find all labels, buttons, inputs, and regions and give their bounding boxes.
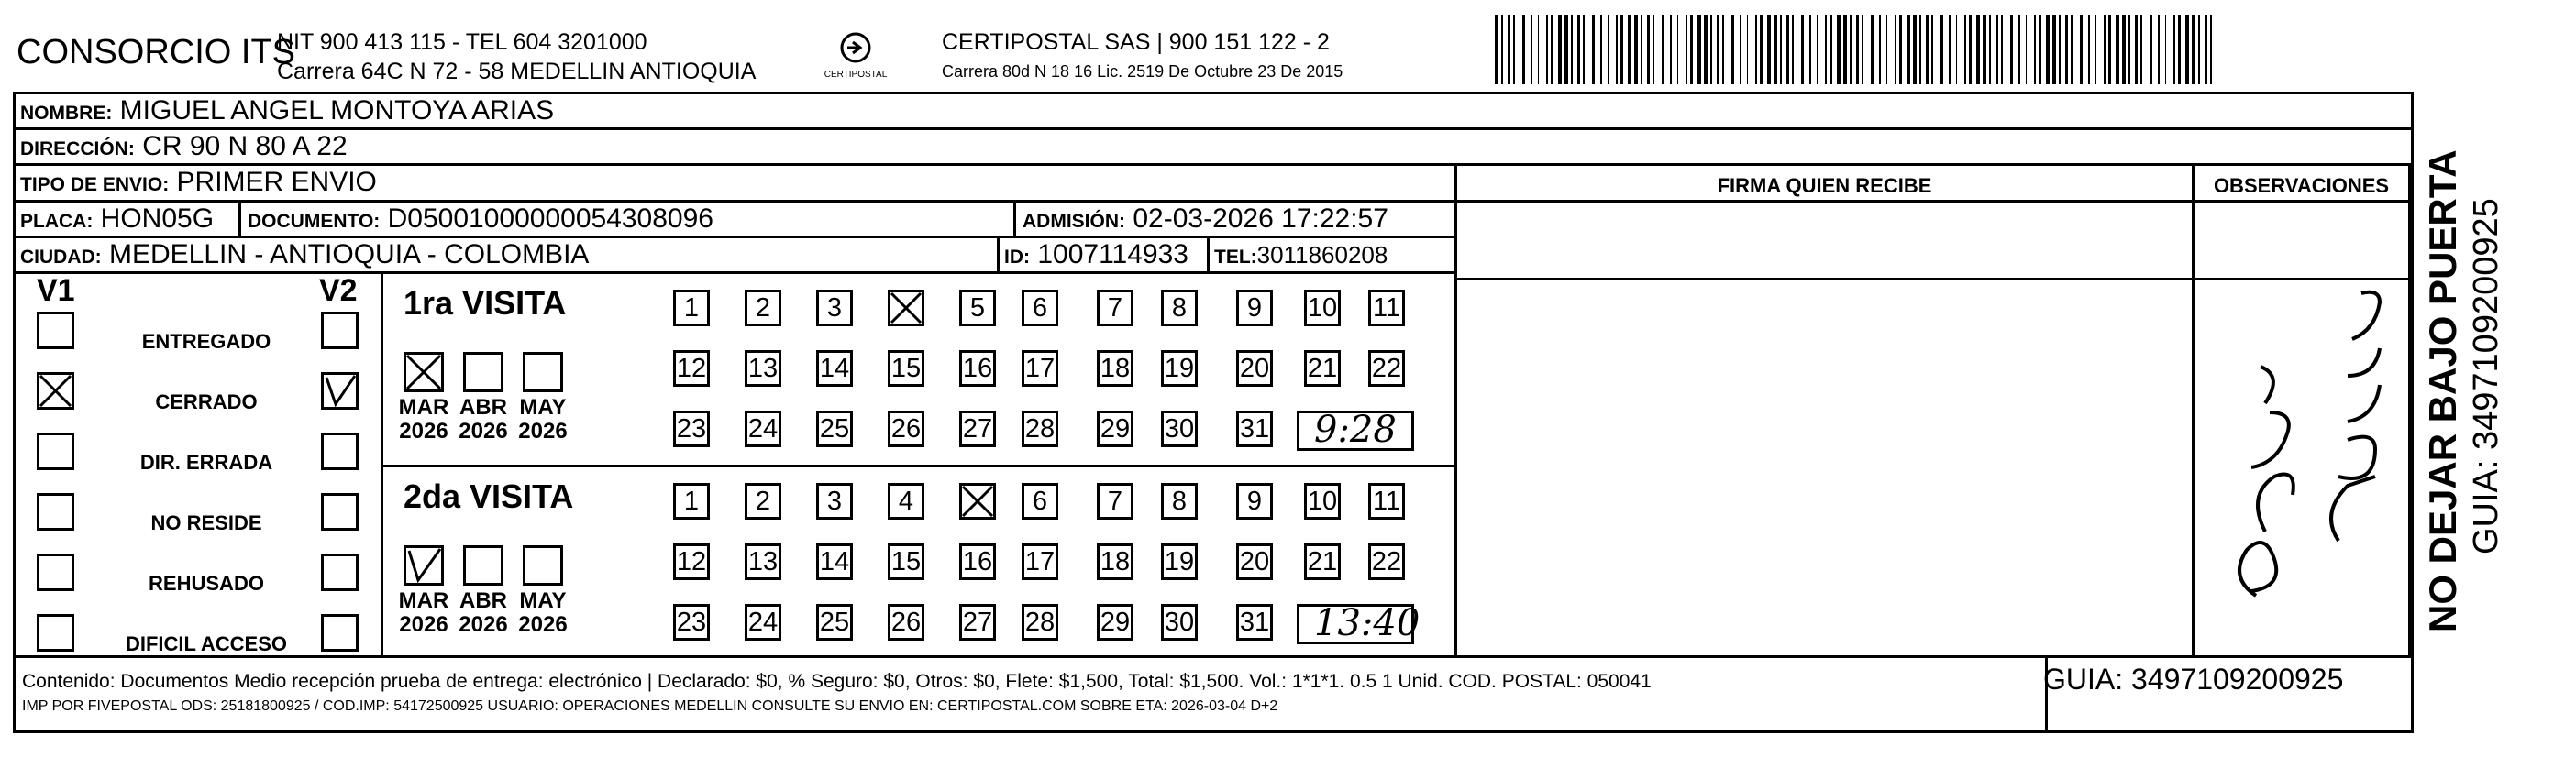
day-box[interactable]: 14 — [816, 350, 853, 387]
day-box[interactable]: 31 — [1236, 604, 1273, 641]
barcode-bar — [1571, 15, 1573, 84]
barcode-bar — [1850, 15, 1852, 84]
barcode-bar — [1856, 15, 1859, 84]
nombre-value: MIGUEL ANGEL MONTOYA ARIAS — [119, 95, 555, 126]
barcode-bar — [1731, 15, 1734, 84]
barcode-bar — [2001, 15, 2003, 84]
tipo-row — [20, 167, 377, 201]
barcode-bar — [1949, 15, 1951, 84]
barcode-bar — [1907, 15, 1910, 84]
direccion-row — [20, 131, 348, 165]
ciudad-label: CIUDAD: — [20, 247, 102, 268]
day-box[interactable]: 26 — [888, 604, 924, 641]
status-label: CERRADO — [155, 390, 258, 413]
v1-checkbox[interactable] — [37, 433, 74, 470]
footer-divider — [13, 655, 2414, 658]
v2-checkbox[interactable] — [321, 433, 359, 470]
barcode-bar — [2198, 15, 2200, 84]
month-label: MAR — [398, 588, 449, 613]
barcode-bar — [1697, 15, 1701, 84]
day-box[interactable]: 8 — [1161, 483, 1198, 520]
year-label: 2026 — [518, 419, 568, 444]
barcode-bar — [1809, 15, 1811, 84]
day-box[interactable]: 21 — [1304, 543, 1341, 580]
barcode-bar — [1558, 15, 1562, 84]
barcode-bar — [1956, 15, 1957, 84]
barcode-bar — [1634, 15, 1638, 84]
ciudad-cell — [20, 239, 589, 273]
day-box[interactable]: 19 — [1161, 543, 1198, 580]
month-checkbox[interactable] — [463, 545, 503, 586]
barcode-bar — [1710, 15, 1712, 84]
documento-cell — [248, 203, 713, 237]
barcode-bar — [1792, 15, 1794, 84]
year-label: 2026 — [518, 612, 568, 637]
barcode-bar — [2108, 15, 2111, 84]
day-box[interactable]: 19 — [1161, 350, 1198, 387]
barcode-bar — [1817, 15, 1818, 84]
barcode-bar — [1871, 15, 1874, 84]
year-label: 2026 — [459, 612, 508, 637]
tipo-value: PRIMER ENVIO — [176, 167, 377, 197]
day-box[interactable]: 18 — [1097, 543, 1133, 580]
barcode-bar — [1767, 15, 1771, 84]
day-box[interactable]: 23 — [673, 411, 710, 447]
barcode-bar — [2135, 15, 2138, 84]
day-box[interactable]: 1 — [673, 290, 710, 326]
barcode-bar — [1862, 15, 1863, 84]
direccion-label: DIRECCIÓN: — [20, 138, 135, 159]
day-box[interactable]: 22 — [1368, 350, 1405, 387]
barcode — [1495, 15, 2228, 84]
documento-label: DOCUMENTO: — [248, 211, 381, 232]
certipostal-logo — [814, 31, 897, 82]
month-label: ABR — [459, 588, 507, 613]
cell-divider — [1013, 200, 1016, 236]
day-box[interactable]: 14 — [816, 543, 853, 580]
barcode-bar — [1531, 15, 1532, 84]
cell-divider — [997, 236, 1000, 271]
observaciones-header: OBSERVACIONES — [2213, 174, 2390, 197]
observaciones-handwriting — [2201, 238, 2403, 642]
admision-label: ADMISIÓN: — [1023, 211, 1125, 232]
barcode-bar — [2116, 15, 2119, 84]
month-checkbox[interactable] — [523, 352, 563, 392]
handwritten-time: 13:40 — [1314, 602, 1421, 644]
col-divider — [2408, 163, 2411, 656]
day-box[interactable] — [888, 290, 924, 326]
barcode-bar — [2158, 15, 2160, 84]
day-box[interactable]: 26 — [888, 411, 924, 447]
barcode-bar — [2088, 15, 2090, 84]
company-info — [277, 27, 756, 86]
barcode-bar — [2185, 15, 2189, 84]
day-box[interactable]: 15 — [888, 543, 924, 580]
v2-label: V2 — [319, 273, 358, 308]
day-box[interactable]: 12 — [673, 543, 710, 580]
admision-cell — [1023, 203, 1388, 237]
barcode-bar — [2122, 15, 2126, 84]
barcode-bar — [2026, 15, 2027, 84]
month-checkbox[interactable] — [404, 545, 444, 586]
day-box[interactable]: 13 — [745, 350, 781, 387]
day-box[interactable]: 24 — [745, 604, 781, 641]
side-guia: GUIA: 3497109200925 — [2467, 198, 2505, 554]
placa-cell — [20, 203, 214, 237]
svg-text:CERTIPOSTAL: CERTIPOSTAL — [824, 70, 888, 80]
day-box[interactable]: 6 — [1022, 483, 1058, 520]
day-box[interactable]: 27 — [959, 411, 996, 447]
status-label: ENTREGADO — [141, 330, 271, 353]
barcode-bar — [1774, 15, 1777, 84]
barcode-bar — [1522, 15, 1525, 84]
barcode-bar — [2128, 15, 2130, 84]
certipostal-info — [942, 27, 1343, 86]
day-box[interactable]: 16 — [959, 543, 996, 580]
day-box[interactable]: 22 — [1368, 543, 1405, 580]
barcode-bar — [1976, 15, 1980, 84]
day-box[interactable]: 30 — [1161, 411, 1198, 447]
day-box[interactable]: 17 — [1022, 543, 1058, 580]
day-box[interactable]: 15 — [888, 350, 924, 387]
barcode-bar — [1600, 15, 1602, 84]
day-box[interactable]: 28 — [1022, 604, 1058, 641]
barcode-bar — [1996, 15, 1998, 84]
day-box[interactable]: 31 — [1236, 411, 1273, 447]
day-box[interactable]: 5 — [959, 290, 996, 326]
day-box[interactable]: 11 — [1368, 483, 1405, 520]
barcode-bar — [2010, 15, 2013, 84]
barcode-bar — [1577, 15, 1580, 84]
time-box[interactable] — [1297, 602, 1421, 644]
month-checkbox[interactable] — [463, 352, 503, 392]
month-label: MAY — [519, 588, 567, 613]
placa-label: PLACA: — [20, 211, 94, 232]
signature-area[interactable] — [1457, 280, 2192, 655]
tel-label: TEL: — [1214, 247, 1257, 268]
year-label: 2026 — [399, 612, 448, 637]
barcode-bar — [1686, 15, 1687, 84]
barcode-bar — [1722, 15, 1724, 84]
day-box[interactable]: 11 — [1368, 290, 1405, 326]
tipo-label: TIPO DE ENVIO: — [20, 174, 170, 195]
barcode-bar — [1564, 15, 1568, 84]
barcode-bar — [1616, 15, 1618, 84]
barcode-bar — [1940, 15, 1943, 84]
day-box[interactable]: 4 — [888, 483, 924, 520]
day-box[interactable]: 27 — [959, 604, 996, 641]
barcode-bar — [1747, 15, 1748, 84]
barcode-bar — [1513, 15, 1515, 84]
barcode-bar — [2039, 15, 2041, 84]
barcode-bar — [2018, 15, 2020, 84]
barcode-bar — [1780, 15, 1782, 84]
visit-divider — [381, 465, 1455, 467]
time-box[interactable] — [1297, 411, 1414, 451]
day-box[interactable]: 28 — [1022, 411, 1058, 447]
day-box[interactable]: 2 — [745, 290, 781, 326]
v1-checkbox[interactable] — [37, 554, 74, 591]
day-box[interactable]: 9 — [1236, 290, 1273, 326]
day-box[interactable]: 29 — [1097, 411, 1133, 447]
barcode-bar — [2059, 15, 2061, 84]
barcode-bar — [1926, 15, 1929, 84]
firma-header: FIRMA QUIEN RECIBE — [1717, 174, 1932, 197]
barcode-bar — [1670, 15, 1672, 84]
barcode-bar — [2140, 15, 2142, 84]
day-box[interactable]: 16 — [959, 350, 996, 387]
barcode-bar — [1551, 15, 1553, 84]
certipostal-line1: CERTIPOSTAL SAS | 900 151 122 - 2 — [942, 29, 1330, 55]
barcode-bar — [2165, 15, 2166, 84]
day-box[interactable]: 7 — [1097, 290, 1133, 326]
day-box[interactable]: 10 — [1304, 290, 1341, 326]
v2-checkbox[interactable] — [321, 554, 359, 591]
day-box[interactable]: 23 — [673, 604, 710, 641]
day-box[interactable]: 24 — [745, 411, 781, 447]
day-box[interactable]: 3 — [816, 290, 853, 326]
day-box[interactable]: 29 — [1097, 604, 1133, 641]
barcode-bar — [1508, 15, 1510, 84]
barcode-bar — [2071, 15, 2073, 84]
barcode-bar — [1662, 15, 1664, 84]
barcode-bar — [1969, 15, 1972, 84]
month-checkbox[interactable] — [523, 545, 563, 586]
barcode-bar — [1801, 15, 1804, 84]
barcode-bar — [1641, 15, 1642, 84]
v2-checkbox[interactable] — [321, 372, 359, 410]
v1-checkbox[interactable] — [37, 372, 74, 410]
placa-value: HON05G — [100, 203, 215, 234]
barcode-bar — [1546, 15, 1548, 84]
handwritten-time: 9:28 — [1314, 409, 1397, 451]
barcode-bar — [1899, 15, 1902, 84]
barcode-bar — [1786, 15, 1789, 84]
barcode-bar — [2178, 15, 2181, 84]
id-label: ID: — [1004, 247, 1030, 268]
address-line: Carrera 64C N 72 - 58 MEDELLIN ANTIOQUIA — [277, 59, 757, 84]
barcode-bar — [2080, 15, 2083, 84]
certipostal-line2: Carrera 80d N 18 16 Lic. 2519 De Octubre 23 De 2015 — [942, 62, 1343, 81]
status-label: DIFICIL ACCESO — [125, 632, 287, 655]
company-name: CONSORCIO ITS — [17, 33, 296, 71]
day-box[interactable]: 20 — [1236, 350, 1273, 387]
v1-checkbox[interactable] — [37, 312, 74, 349]
barcode-bar — [2065, 15, 2068, 84]
side-warning: NO DEJAR BAJO PUERTA — [2421, 149, 2464, 632]
status-label: DIR. ERRADA — [139, 451, 273, 474]
barcode-bar — [1653, 15, 1654, 84]
barcode-bar — [1501, 15, 1503, 84]
day-box[interactable]: 30 — [1161, 604, 1198, 641]
nombre-label: NOMBRE: — [20, 103, 113, 124]
visit-title: 2da VISITA — [404, 477, 574, 515]
barcode-bar — [1583, 15, 1585, 84]
status-label: NO RESIDE — [150, 511, 262, 534]
barcode-bar — [1837, 15, 1841, 84]
month-label: MAR — [398, 395, 449, 420]
barcode-bar — [2104, 15, 2106, 84]
v1-checkbox[interactable] — [37, 493, 74, 531]
day-box[interactable]: 6 — [1022, 290, 1058, 326]
day-box[interactable]: 17 — [1022, 350, 1058, 387]
barcode-bar — [1755, 15, 1757, 84]
barcode-bar — [2150, 15, 2152, 84]
barcode-bar — [1628, 15, 1631, 84]
barcode-bar — [1895, 15, 1896, 84]
barcode-bar — [2192, 15, 2195, 84]
day-box[interactable]: 13 — [745, 543, 781, 580]
barcode-bar — [2095, 15, 2096, 84]
month-label: MAY — [519, 395, 567, 420]
day-box[interactable]: 18 — [1097, 350, 1133, 387]
v2-checkbox[interactable] — [321, 312, 359, 349]
day-box[interactable]: 8 — [1161, 290, 1198, 326]
barcode-bar — [2173, 15, 2175, 84]
barcode-bar — [1825, 15, 1827, 84]
footer-guia: GUIA: 3497109200925 — [2043, 663, 2344, 696]
year-label: 2026 — [459, 419, 508, 444]
visit-title: 1ra VISITA — [404, 284, 567, 322]
v2-checkbox[interactable] — [321, 614, 359, 652]
month-label: ABR — [459, 395, 507, 420]
day-box[interactable]: 21 — [1304, 350, 1341, 387]
barcode-bar — [1620, 15, 1623, 84]
barcode-bar — [1704, 15, 1708, 84]
day-box[interactable]: 12 — [673, 350, 710, 387]
barcode-bar — [2205, 15, 2207, 84]
day-box[interactable]: 3 — [816, 483, 853, 520]
barcode-bar — [1913, 15, 1917, 84]
barcode-bar — [1538, 15, 1539, 84]
id-value: 1007114933 — [1037, 239, 1188, 269]
barcode-bar — [1843, 15, 1847, 84]
day-box[interactable]: 7 — [1097, 483, 1133, 520]
barcode-bar — [1964, 15, 1966, 84]
panel-divider — [381, 271, 383, 656]
cell-divider — [1207, 236, 1210, 271]
id-cell — [1004, 239, 1188, 273]
ciudad-value: MEDELLIN - ANTIOQUIA - COLOMBIA — [109, 239, 590, 269]
barcode-bar — [1608, 15, 1609, 84]
status-label: REHUSADO — [149, 572, 264, 595]
col-divider — [2192, 163, 2195, 656]
barcode-bar — [1495, 15, 1498, 84]
year-label: 2026 — [399, 419, 448, 444]
barcode-bar — [1690, 15, 1693, 84]
barcode-bar — [1830, 15, 1832, 84]
barcode-bar — [1983, 15, 1986, 84]
barcode-bar — [1760, 15, 1763, 84]
barcode-bar — [1919, 15, 1921, 84]
cell-divider — [238, 200, 241, 236]
admision-value: 02-03-2026 17:22:57 — [1133, 203, 1388, 234]
day-box[interactable]: 10 — [1304, 483, 1341, 520]
barcode-bar — [2052, 15, 2056, 84]
v1-label: V1 — [37, 273, 75, 308]
nit-line: NIT 900 413 115 - TEL 604 3201000 — [277, 29, 647, 55]
month-checkbox[interactable] — [404, 352, 444, 392]
barcode-bar — [1886, 15, 1887, 84]
day-box[interactable]: 2 — [745, 483, 781, 520]
barcode-bar — [1677, 15, 1678, 84]
v1-checkbox[interactable] — [37, 614, 74, 652]
barcode-bar — [1717, 15, 1719, 84]
barcode-bar — [2046, 15, 2050, 84]
barcode-bar — [1592, 15, 1595, 84]
tel-cell — [1214, 239, 1388, 273]
day-box[interactable]: 25 — [816, 411, 853, 447]
footer-content-line: Contenido: Documentos Medio recepción prueba de entrega: electrónico | Declarado: $0, % Seguro: $0, Otros: $0, Flete: $1,500, Total: $1,500. Vol.: 1*1*1. 0.5 1 Unid. COD. POSTAL: 050041 — [22, 671, 1652, 692]
day-box[interactable] — [959, 483, 996, 520]
day-box[interactable]: 20 — [1236, 543, 1273, 580]
barcode-bar — [2210, 15, 2212, 84]
nombre-row — [20, 95, 554, 129]
day-box[interactable]: 25 — [816, 604, 853, 641]
documento-value: D05001000000054308096 — [387, 203, 713, 234]
v2-checkbox[interactable] — [321, 493, 359, 531]
barcode-bar — [1931, 15, 1933, 84]
barcode-bar — [1647, 15, 1650, 84]
tel-value: 3011860208 — [1256, 241, 1388, 269]
barcode-bar — [1879, 15, 1881, 84]
day-box[interactable]: 1 — [673, 483, 710, 520]
footer-imp-line: IMP POR FIVEPOSTAL ODS: 25181800925 / COD.IMP: 54172500925 USUARIO: OPERACIONES MEDELLIN CONSULTE SU ENVIO EN: CERTIPOSTAL.COM SOBRE ETA: 2026-03-04 D+2 — [22, 698, 1278, 714]
direccion-value: CR 90 N 80 A 22 — [142, 131, 348, 161]
day-box[interactable]: 9 — [1236, 483, 1273, 520]
barcode-bar — [1989, 15, 1991, 84]
barcode-bar — [2034, 15, 2036, 84]
barcode-bar — [1740, 15, 1741, 84]
row-divider — [13, 163, 2414, 166]
